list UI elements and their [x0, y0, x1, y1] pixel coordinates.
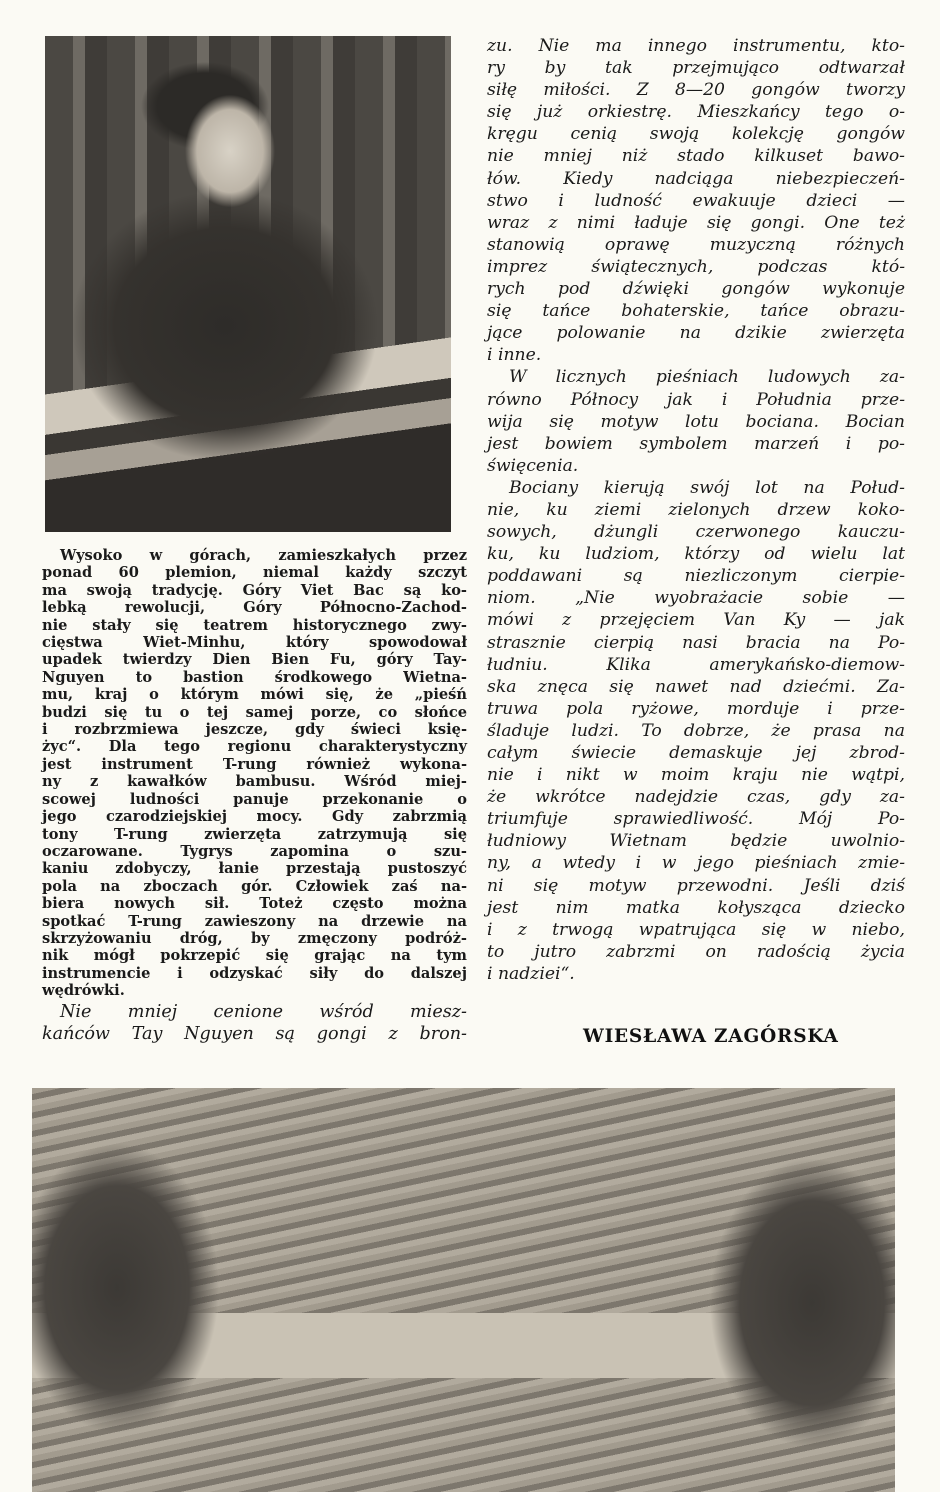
text-line: oczarowane. Tygrys zapomina o szu- — [42, 842, 467, 860]
text-line: mu, kraj o którym mówi się, że „pieśń — [42, 686, 467, 704]
text-line: jest bowiem symbolem marzeń i po- — [487, 433, 905, 454]
text-line: budzi się tu o tej samej porze, co słońce — [42, 703, 467, 721]
text-line: całym świecie demaskuje jej zbrod- — [487, 743, 905, 763]
text-line: ska znęca się nawet nad dziećmi. Za- — [487, 676, 905, 697]
paragraph-stork-motif — [487, 366, 905, 476]
paragraph-storks-south — [487, 477, 905, 985]
text-line: ku, ku ludziom, którzy od wielu lat — [487, 544, 905, 565]
text-line: Bociany kierują swój lot na Połud- — [509, 477, 905, 498]
text-line: ny, a wtedy i w jego pieśniach zmie- — [487, 853, 905, 874]
text-line: stwo i ludność ewakuuje dzieci — — [487, 190, 905, 211]
text-line: mówi z przejęciem Van Ky — jak — [487, 610, 905, 631]
text-line: instrumencie i odzyskać siły do dalszej — [42, 964, 467, 982]
paragraph-gongs-continued — [487, 35, 905, 366]
text-line: upadek twierdzy Dien Bien Fu, góry Tay- — [42, 651, 467, 669]
text-line: wraz z nimi ładuje się gongi. One też — [487, 212, 905, 233]
text-line: poddawani są niezliczonym cierpie- — [487, 566, 905, 587]
text-line: Nguyen to bastion środkowego Wietna- — [42, 668, 467, 686]
text-line: łudniu. Klika amerykańsko-diemow- — [487, 654, 905, 675]
text-line: nik mógł pokrzepić się grając na tym — [42, 947, 467, 965]
text-line: ponad 60 plemion, niemal każdy szczyt — [42, 564, 467, 582]
text-line: triumfuje sprawiedliwość. Mój Po- — [487, 809, 905, 830]
text-line: i rozbrzmiewa jeszcze, gdy świeci księ- — [42, 721, 467, 739]
right-column — [487, 35, 905, 985]
text-line: ny z kawałków bambusu. Wśród miej- — [42, 773, 467, 791]
text-line: i nadziei“. — [487, 963, 575, 984]
text-line: jest nim matka kołysząca dziecko — [487, 897, 905, 918]
text-line: siłę miłości. Z 8—20 gongów tworzy — [487, 80, 905, 101]
text-line: życ“. Dla tego regionu charakterystyczny — [42, 738, 467, 756]
text-line: niom. „Nie wyobrażacie sobie — — [487, 588, 905, 609]
text-line: nie, ku ziemi zielonych drzew koko- — [487, 499, 905, 520]
text-line: biera nowych sił. Toteż często można — [42, 895, 467, 913]
text-line: się tańce bohaterskie, tańce obrazu- — [487, 301, 905, 322]
text-line: łów. Kiedy nadciąga niebezpieczeń- — [487, 168, 905, 189]
text-line: Wysoko w górach, zamieszkałych przez — [60, 547, 467, 564]
text-line: scowej ludności panuje przekonanie o — [42, 790, 467, 808]
text-line: jego czarodziejskiej mocy. Gdy zabrzmią — [42, 808, 467, 826]
left-column — [42, 547, 467, 1045]
text-line: ni się motyw przewodni. Jeśli dziś — [487, 875, 905, 896]
text-line: wija się motyw lotu bociana. Bocian — [487, 411, 905, 432]
text-line: pola na zboczach gór. Człowiek zaś na- — [42, 877, 467, 895]
text-line: imprez świątecznych, podczas któ- — [487, 256, 905, 277]
text-line: łudniowy Wietnam będzie uwolnio- — [487, 831, 905, 852]
text-line: skrzyżowaniu dróg, by zmęczony podróż- — [42, 929, 467, 947]
text-line: tony T-rung zwierzęta zatrzymują się — [42, 825, 467, 843]
paragraph-gongs-start — [42, 1001, 467, 1045]
text-line: wędrówki. — [42, 982, 125, 1000]
text-line: to jutro zabrzmi on radością życia — [487, 941, 905, 962]
text-line: kańców Tay Nguyen są gongi z bron- — [42, 1023, 467, 1044]
photo-singer-with-instrument — [45, 36, 451, 532]
text-line: stanowią oprawę muzyczną różnych — [487, 234, 905, 255]
text-line: cięstwa Wiet-Minhu, który spowodował — [42, 634, 467, 652]
text-line: truwa pola ryżowe, morduje i prze- — [487, 698, 905, 719]
text-line: sowych, dżungli czerwonego kauczu- — [487, 522, 905, 543]
text-line: kaniu zdobyczy, łanie przestają pustoszyć — [42, 860, 467, 878]
author-byline: WIESŁAWA ZAGÓRSKA — [583, 1026, 839, 1047]
text-line: zu. Nie ma innego instrumentu, kto- — [487, 36, 905, 56]
text-line: nie mniej niż stado kilkuset bawo- — [487, 146, 905, 167]
text-line: strasznie cierpią nasi bracia na Po- — [487, 632, 905, 653]
text-line: Nie mniej cenione wśród miesz- — [60, 1001, 467, 1022]
text-line: i z trwogą wpatrująca się w niebo, — [487, 919, 905, 940]
text-line: lebką rewolucji, Góry Północno-Zachod- — [42, 599, 467, 617]
text-line: śladuje ludzi. To dobrze, że prasa na — [487, 720, 905, 741]
text-line: nie i nikt w moim kraju nie wątpi, — [487, 765, 905, 786]
text-line: ma swoją tradycję. Góry Viet Bac są ko- — [42, 581, 467, 599]
paragraph-bold-intro — [42, 547, 467, 1000]
text-line: jest instrument T-rung również wykona- — [42, 755, 467, 773]
text-line: nie stały się teatrem historycznego zwy- — [42, 616, 467, 634]
text-line: i inne. — [487, 345, 542, 366]
text-line: się już orkiestrę. Mieszkańcy tego o- — [487, 102, 905, 123]
text-line: ry by tak przejmująco odtwarzał — [487, 58, 905, 79]
text-line: kręgu cenią swoją kolekcję gongów — [487, 124, 905, 145]
text-line: spotkać T-rung zawieszony na drzewie na — [42, 912, 467, 930]
text-line: równo Północy jak i Południa prze- — [487, 389, 905, 410]
text-line: jące polowanie na dzikie zwierzęta — [487, 323, 905, 344]
text-line: święcenia. — [487, 455, 579, 476]
text-line: rych pod dźwięki gongów wykonuje — [487, 279, 905, 300]
text-line: W licznych pieśniach ludowych za- — [509, 367, 905, 388]
photo-mountain-valley — [32, 1088, 895, 1492]
text-line: że wkrótce nadejdzie czas, gdy za- — [487, 787, 905, 808]
